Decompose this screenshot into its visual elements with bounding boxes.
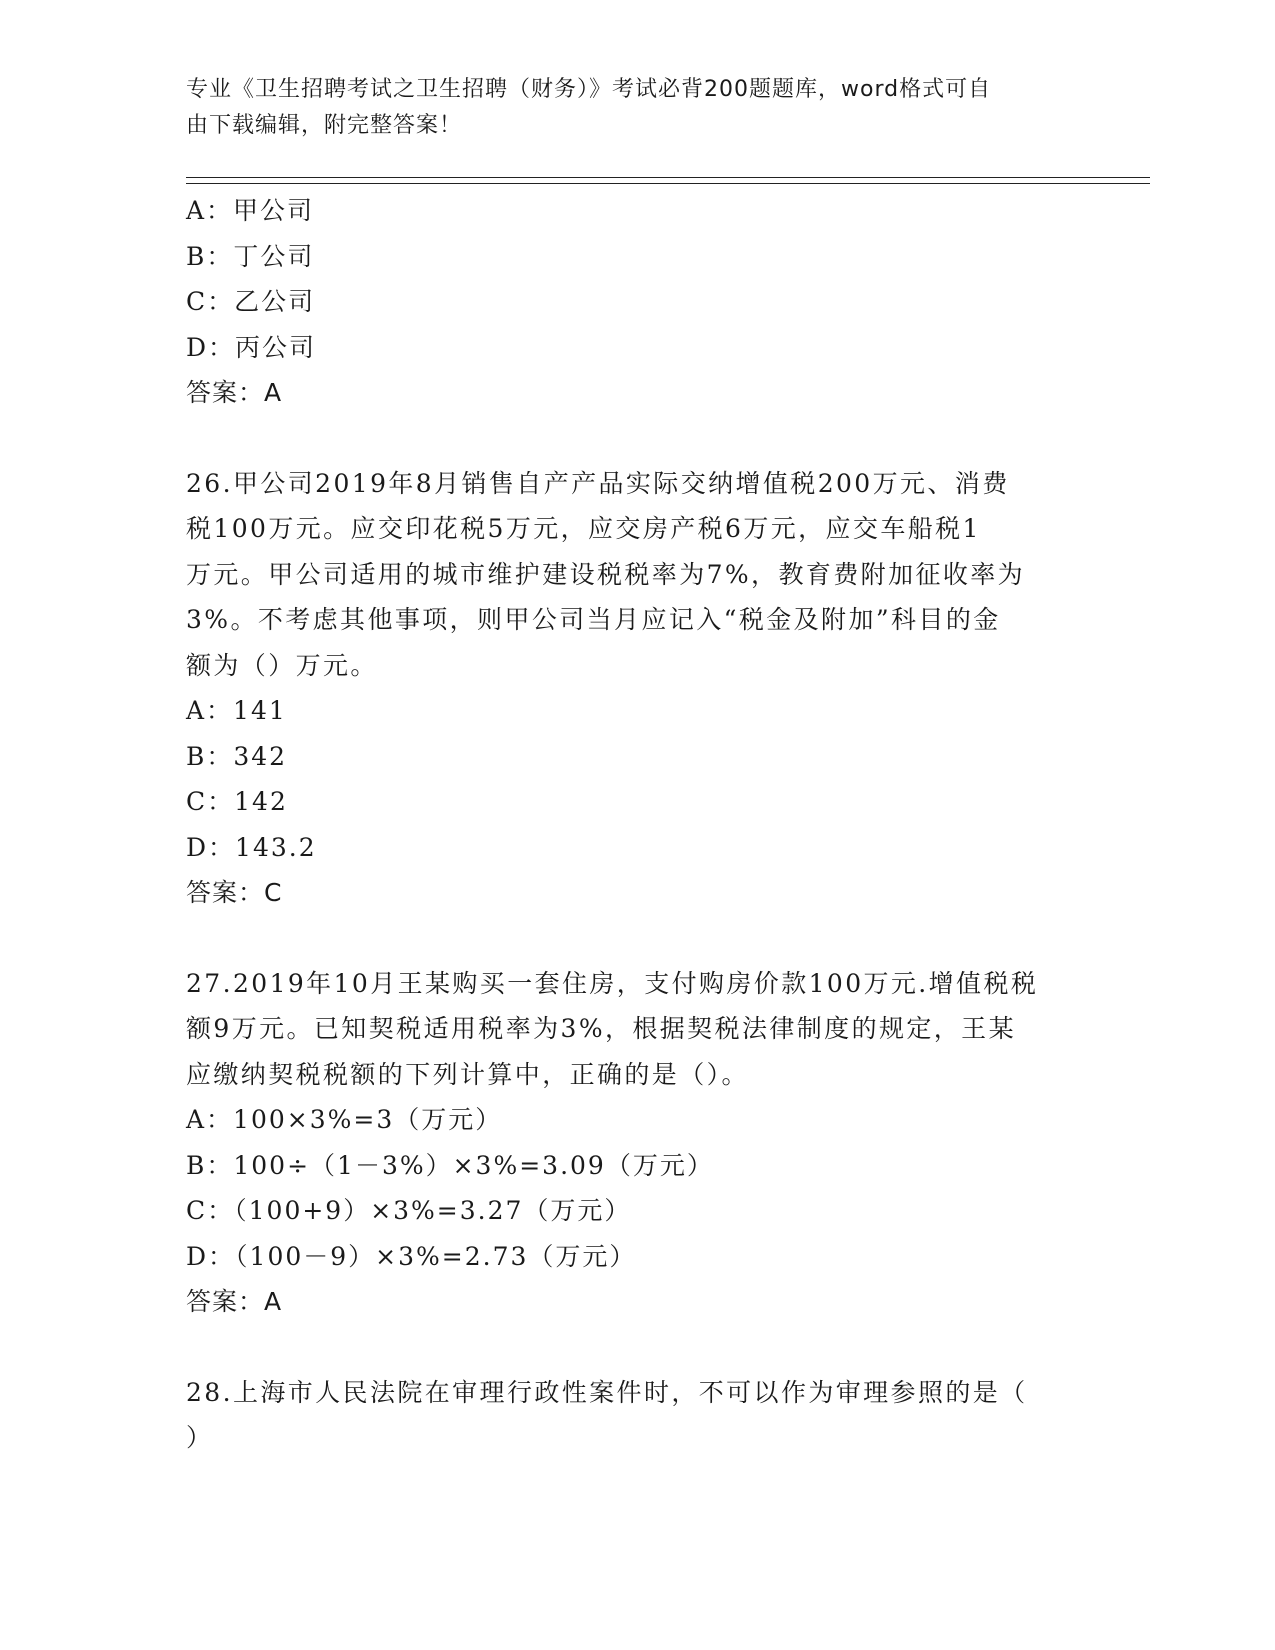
spacer — [186, 416, 1086, 461]
header-line-1: 专业《卫生招聘考试之卫生招聘（财务）》考试必背200题题库，word格式可自 — [186, 77, 992, 102]
header-divider-bottom — [186, 183, 1150, 184]
option-b: B：丁公司 — [186, 241, 315, 271]
option-b: B：100÷（1－3%）×3%=3.09（万元） — [186, 1150, 714, 1180]
option-a: A：甲公司 — [186, 196, 315, 225]
option-a: A：141 — [186, 696, 287, 725]
answer-line: 答案：A — [186, 1287, 283, 1316]
spacer — [186, 916, 1086, 961]
header-divider-top — [186, 177, 1150, 178]
question-text-line: 税100万元。应交印花税5万元，应交房产税6万元，应交车船税1 — [186, 514, 981, 543]
answer-line: 答案：C — [186, 878, 283, 907]
spacer — [186, 1325, 1086, 1370]
question-text — [186, 961, 1086, 1098]
question-text-line: 应缴纳契税税额的下列计算中，正确的是（）。 — [186, 1059, 749, 1089]
question-text-line: 26.甲公司2019年8月销售自产产品实际交纳增值税200万元、消费 — [186, 468, 1010, 498]
option-c: C：乙公司 — [186, 287, 316, 316]
question-text-line: 额为（）万元。 — [186, 650, 378, 680]
option-b: B：342 — [186, 741, 288, 771]
question-text-line: 3%。不考虑其他事项，则甲公司当月应记入“税金及附加”科目的金 — [186, 605, 1001, 634]
answer-line: 答案：A — [186, 378, 283, 407]
document-header — [186, 72, 1066, 144]
question-text-line: 27.2019年10月王某购买一套住房，支付购房价款100万元.增值税税 — [186, 968, 1039, 998]
question-27 — [186, 961, 1086, 1325]
question-text-line: 28.上海市人民法院在审理行政性案件时，不可以作为审理参照的是（ — [186, 1377, 1028, 1407]
question-text-line: 额9万元。已知契税适用税率为3%，根据契税法律制度的规定，王某 — [186, 1014, 1016, 1043]
header-line-2: 由下载编辑，附完整答案！ — [186, 113, 463, 138]
question-text-line: ） — [186, 1423, 214, 1452]
option-d: D：143.2 — [186, 832, 317, 862]
option-a: A：100×3%=3（万元） — [186, 1105, 503, 1134]
option-c: C：（100+9）×3%=3.27（万元） — [186, 1196, 632, 1225]
option-d: D：丙公司 — [186, 332, 317, 362]
question-content — [186, 188, 1086, 1461]
question-text-line: 万元。甲公司适用的城市维护建设税税率为7%，教育费附加征收率为 — [186, 559, 1026, 589]
question-26 — [186, 461, 1086, 916]
question-25 — [186, 188, 1086, 416]
option-d: D：（100－9）×3%=2.73（万元） — [186, 1241, 637, 1271]
question-28 — [186, 1370, 1086, 1461]
question-text — [186, 1370, 1086, 1461]
question-text — [186, 461, 1086, 689]
option-c: C：142 — [186, 787, 288, 816]
